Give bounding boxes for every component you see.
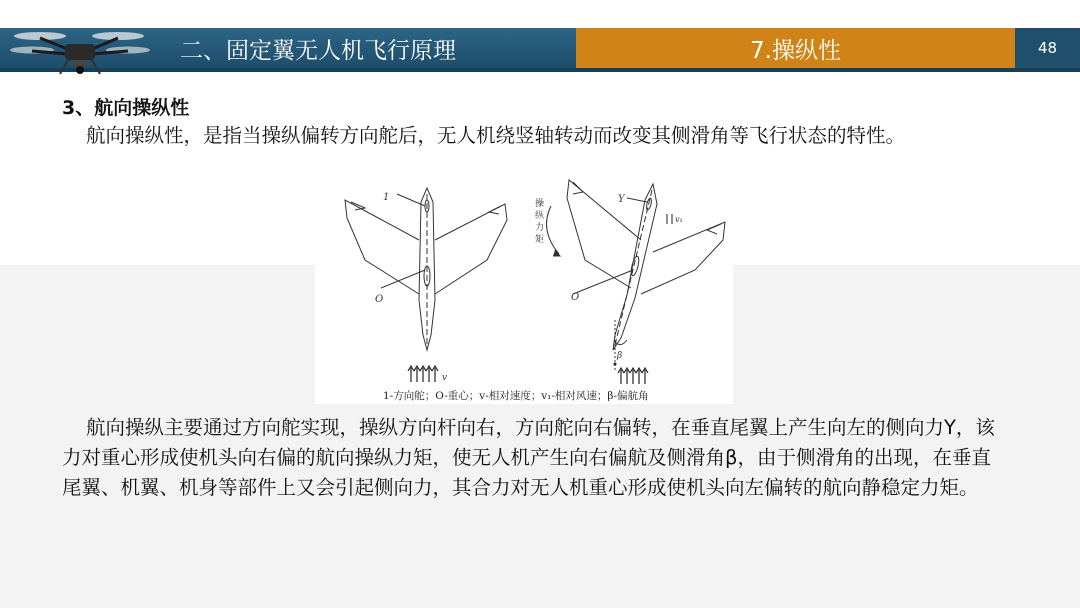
subheading: 3、航向操纵性 <box>62 97 190 119</box>
paragraph-mechanism: 航向操纵主要通过方向舵实现，操纵方向杆向右，方向舵向右偏转，在垂直尾翼上产生向左的侧向力Y，该力对重心形成使机头向右偏的航向操纵力矩，使无人机产生向右偏航及侧滑角β，由于侧滑角的出现，在垂直尾翼、机翼、机身等部件上又会引起侧向力，其合力对无人机重心形成使机头向左偏转的航向静稳定力矩。 <box>62 416 995 499</box>
wind-arrows-left <box>408 366 438 382</box>
moment-label-3: 力 <box>535 223 545 233</box>
rudder-label: 1 <box>383 192 390 203</box>
velocity-label-left: v <box>442 373 448 383</box>
header-rule <box>0 68 1080 72</box>
chapter-title: 二、固定翼无人机飞行原理 <box>180 38 456 64</box>
drone-icon <box>10 20 150 76</box>
lateral-force-label: Y <box>618 194 625 205</box>
relative-wind-arrows-right <box>667 214 672 224</box>
yaw-control-figure <box>315 170 733 404</box>
cg-label-right: O <box>571 292 580 303</box>
moment-label-2: 纵 <box>535 211 545 221</box>
sideslip-angle-label: β <box>617 351 623 361</box>
moment-label-1: 操 <box>535 199 545 209</box>
cg-label-left: O <box>375 294 384 305</box>
right-aircraft <box>547 180 726 370</box>
relative-wind-label: v₁ <box>675 215 683 224</box>
paragraph-definition: 航向操纵性，是指当操纵偏转方向舵后，无人机绕竖轴转动而改变其侧滑角等飞行状态的特性。 <box>86 124 906 147</box>
aircraft-diagram <box>315 170 733 404</box>
wind-arrows-right <box>618 368 648 384</box>
slide-header <box>0 28 1080 70</box>
moment-label-4: 矩 <box>535 235 545 245</box>
figure-caption: 1-方向舵；O-重心；v-相对速度；v₁-相对风速；β-偏航角 <box>383 390 649 402</box>
left-aircraft <box>345 188 507 350</box>
page-number: 48 <box>1037 39 1058 57</box>
section-title: 7.操纵性 <box>750 38 841 64</box>
